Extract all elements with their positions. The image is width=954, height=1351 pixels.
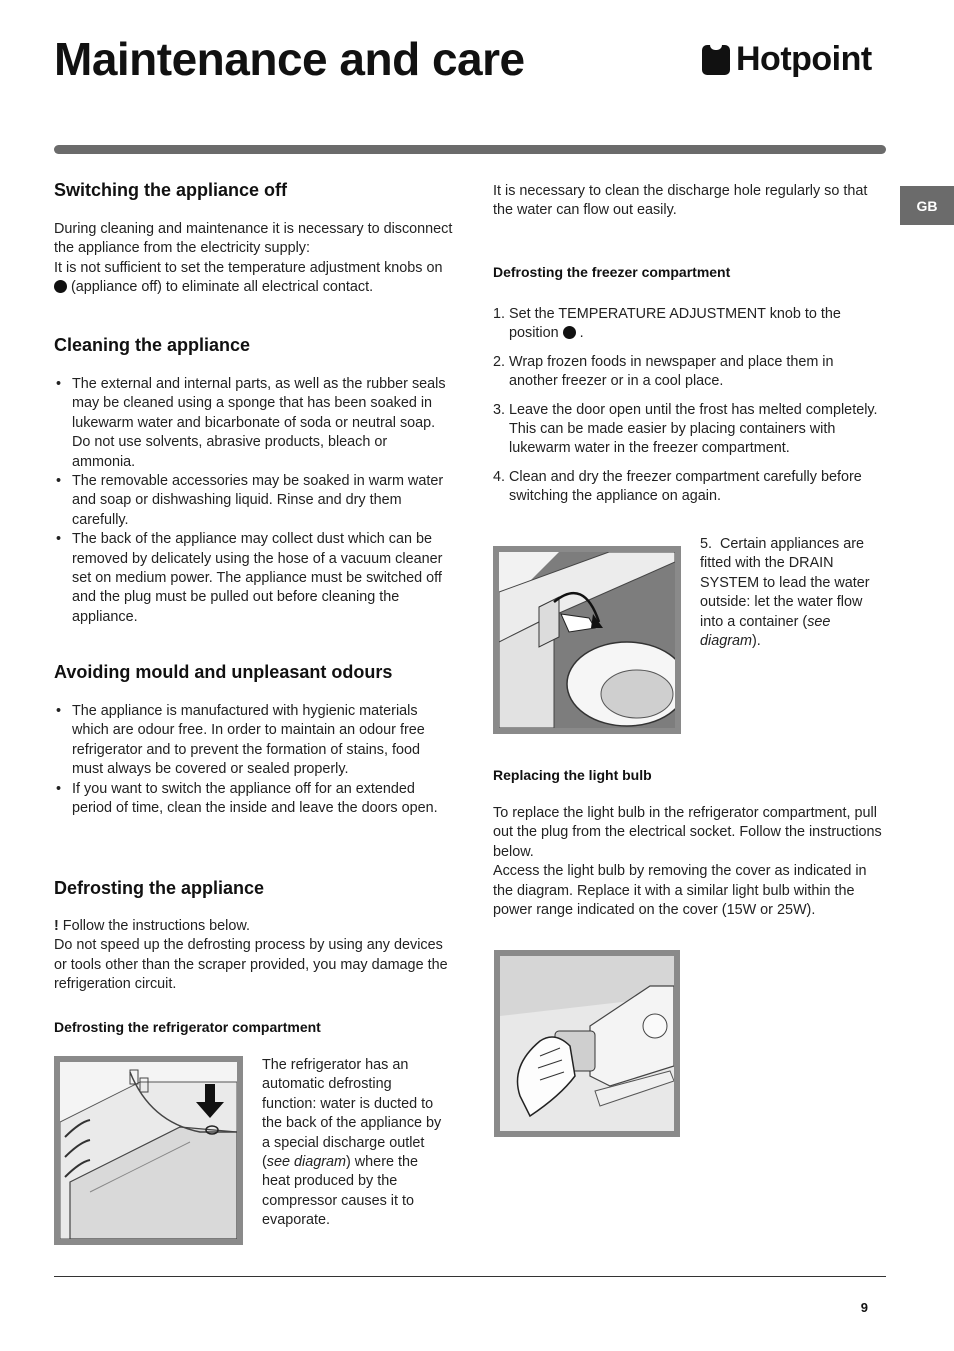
header-rule	[54, 145, 886, 154]
language-tab: GB	[900, 186, 954, 225]
fridge-defrost-text: The refrigerator has an automatic defrosting function: water is ducted to the back of the appliance by a special discharge outlet (see diagram) where the heat produced by the compressor causes it to evaporate.	[262, 1057, 442, 1229]
page-title: Maintenance and care	[54, 33, 525, 85]
light-bulb-heading: Replacing the light bulb	[493, 767, 652, 783]
cleaning-heading: Cleaning the appliance	[54, 335, 251, 355]
drain-system-diagram	[493, 546, 681, 734]
off-position-icon	[563, 326, 576, 339]
drain-system-text: 5. Certain appliances are fitted with the DRAIN SYSTEM to lead the water outside: let the water flow into a container (see diagram).	[700, 536, 870, 650]
discharge-text: It is necessary to clean the discharge hole regularly so that the water can flow out easily.	[493, 183, 868, 219]
mould-heading: Avoiding mould and unpleasant odours	[54, 662, 393, 682]
list-item: • The back of the appliance may collect dust which can be removed by delicately using the hose of a vacuum cleaner set on medium power. The appliance must be switched off and the plug must be pulled out before cleaning the appliance.	[54, 530, 454, 627]
page-number: 9	[860, 1300, 868, 1315]
light-bulb-body	[493, 804, 888, 920]
light-bulb-p2: Access the light bulb by removing the cover as indicated in the diagram. Replace it with a similar light bulb within the power range indicated on the cover (15W or 25W).	[493, 863, 867, 919]
brand-logo	[702, 40, 872, 79]
light-bulb-p1: To replace the light bulb in the refrigerator compartment, pull out the plug from the electrical socket. Follow the instructions below.	[493, 805, 882, 860]
brand-name: Hotpoint	[736, 40, 872, 78]
freezer-defrost-heading: Defrosting the freezer compartment	[493, 264, 731, 280]
warning-mark: !	[54, 918, 59, 934]
list-item: 3. Leave the door open until the frost has melted completely. This can be made easier by placing containers with lukewarm water in the freezer compartment.	[493, 401, 878, 457]
list-item: • The removable accessories may be soaked in warm water and soap or dishwashing liquid. Rinse and dry them carefully.	[54, 472, 454, 530]
defrosting-p2: Do not speed up the defrosting process by using any devices or tools other than the scraper provided, you may damage the refrigeration circuit.	[54, 937, 448, 993]
defrosting-body	[54, 917, 454, 995]
off-position-icon	[54, 280, 67, 293]
list-item: • The appliance is manufactured with hygienic materials which are odour free. In order to maintain an odour free refrigerator and to prevent the formation of stains, food must always be covered or sealed properly.	[54, 702, 454, 780]
freezer-steps	[493, 305, 885, 516]
fridge-drain-diagram	[54, 1056, 243, 1245]
fridge-defrost-heading: Defrosting the refrigerator compartment	[54, 1019, 321, 1035]
switching-body	[54, 220, 454, 298]
light-bulb-diagram	[494, 950, 680, 1137]
list-item: 2. Wrap frozen foods in newspaper and place them in another freezer or in a cool place.	[493, 353, 834, 390]
list-item: • If you want to switch the appliance off for an extended period of time, clean the inside and leave the doors open.	[54, 780, 454, 819]
switching-p1: During cleaning and maintenance it is necessary to disconnect the appliance from the electricity supply:	[54, 221, 453, 257]
light-bulb-illustration	[500, 956, 674, 1131]
cleaning-list	[54, 375, 454, 627]
list-item: 1. Set the TEMPERATURE ADJUSTMENT knob to the position .	[493, 306, 841, 342]
defrosting-heading: Defrosting the appliance	[54, 878, 265, 898]
list-item: • The external and internal parts, as well as the rubber seals may be cleaned using a sponge that has been soaked in lukewarm water and bicarbonate of soda or neutral soap. Do not use solvents, abrasive products, bleach or ammonia.	[54, 375, 454, 472]
defrosting-warning: ! Follow the instructions below.	[54, 918, 250, 934]
fridge-drain-illustration	[60, 1062, 237, 1239]
mould-list	[54, 702, 454, 818]
switching-p2: It is not sufficient to set the temperature adjustment knobs on (appliance off) to eliminate all electrical contact.	[54, 259, 443, 296]
hotpoint-logo-icon	[702, 45, 730, 75]
switching-heading: Switching the appliance off	[54, 180, 288, 200]
drain-container-illustration	[499, 552, 675, 728]
footer-rule	[54, 1276, 886, 1277]
list-item: 4. Clean and dry the freezer compartment carefully before switching the appliance on again.	[493, 468, 862, 505]
